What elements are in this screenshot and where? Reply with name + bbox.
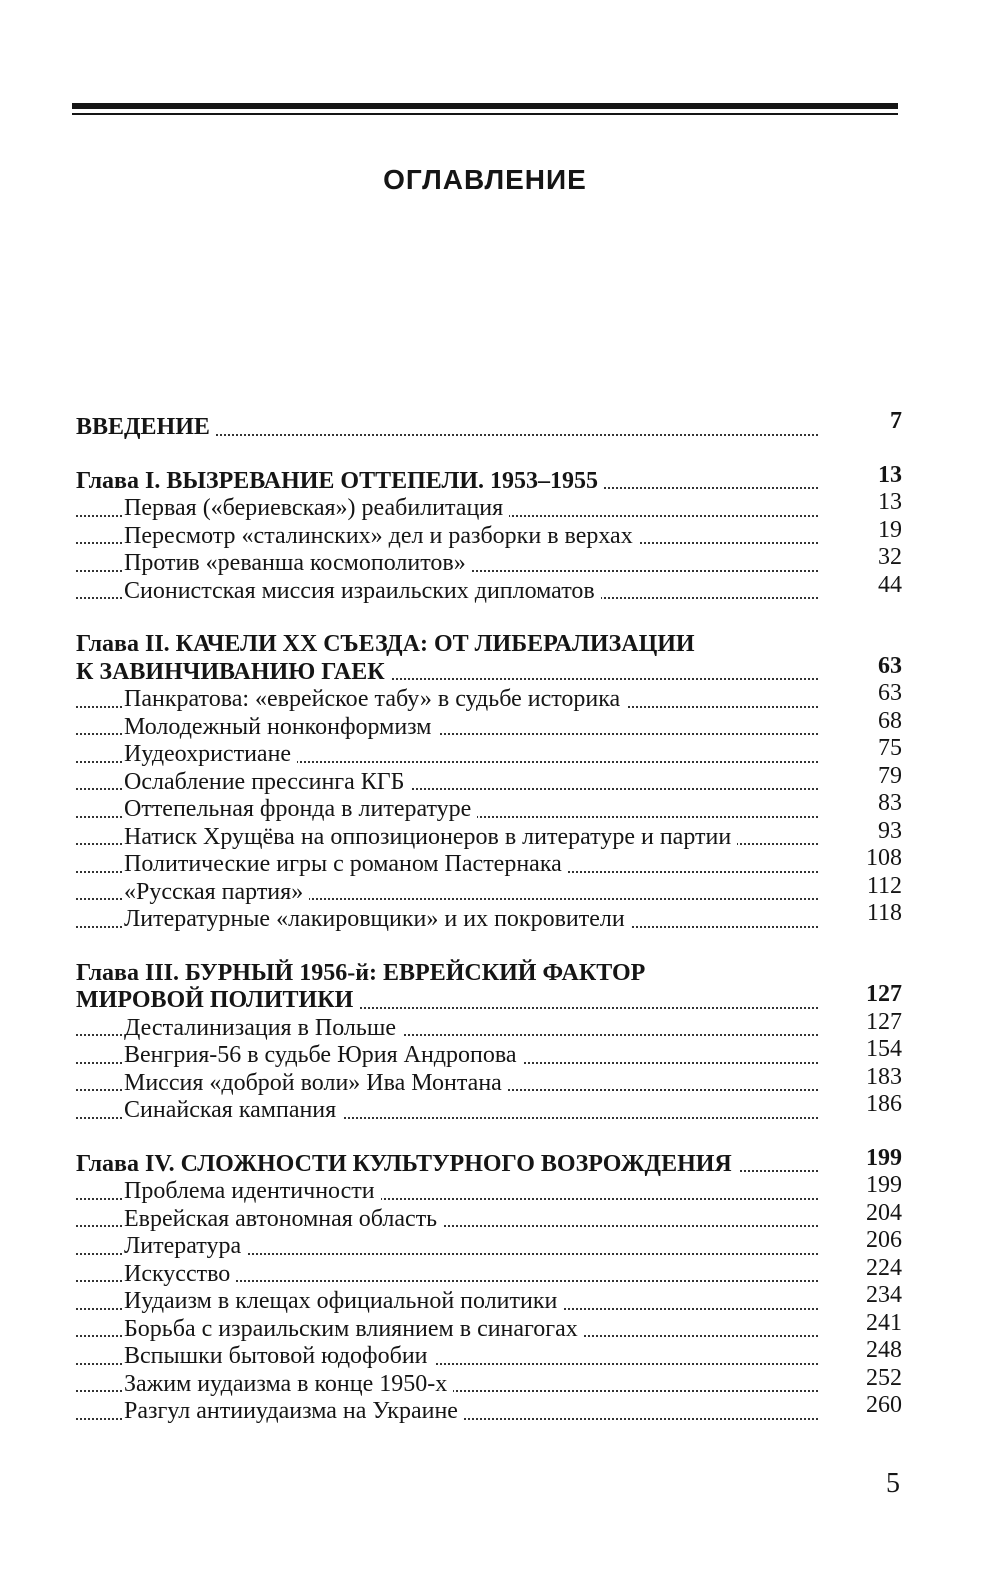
entry-page: 63 — [878, 652, 902, 679]
table-of-contents — [76, 408, 902, 1426]
entry-page: 112 — [866, 872, 902, 899]
top-rule-thin — [72, 113, 898, 115]
entry-title: Литературные «лакировщики» и их покровители — [124, 906, 631, 934]
entry-title: Борьба с израильским влиянием в синагогах — [124, 1316, 584, 1344]
toc-entry-section — [76, 1254, 902, 1289]
entry-title: Иудеохристиане — [124, 741, 297, 769]
entry-title: Проблема идентичности — [124, 1178, 381, 1206]
toc-entry-chapter-2 — [76, 652, 902, 687]
toc-entry-section — [76, 1392, 902, 1426]
toc-entry-chapter-3 — [76, 981, 902, 1015]
entry-title: Еврейская автономная область — [124, 1206, 443, 1234]
entry-page: 234 — [866, 1282, 902, 1308]
toc-entry-section — [76, 790, 902, 824]
entry-page: 127 — [866, 1008, 902, 1035]
entry-title: Пересмотр «сталинских» дел и разборки в верхах — [124, 523, 639, 551]
entry-page: 75 — [878, 735, 902, 761]
toc-entry-introduction — [76, 408, 902, 442]
entry-title: Политические игры с романом Пастернака — [124, 851, 568, 879]
toc-entry-section — [76, 544, 902, 578]
entry-title: Ослабление прессинга КГБ — [124, 769, 410, 797]
entry-page: 63 — [878, 680, 902, 706]
entry-title: Натиск Хрущёва на оппозиционеров в литературе и партии — [124, 824, 737, 852]
entry-page: 199 — [866, 1172, 902, 1198]
entry-page: 68 — [878, 707, 902, 734]
entry-page: 108 — [866, 845, 902, 871]
entry-title: Венгрия-56 в судьбе Юрия Андропова — [124, 1042, 523, 1070]
entry-title: Разгул антииудаизма на Украине — [124, 1398, 464, 1426]
toc-entry-section — [76, 1282, 902, 1316]
entry-title: Панкратова: «еврейское табу» в судьбе историка — [124, 686, 626, 714]
entry-page: 204 — [866, 1199, 902, 1226]
entry-title: «Русская партия» — [124, 879, 309, 907]
toc-entry-section — [76, 900, 902, 934]
entry-page: 224 — [866, 1254, 902, 1281]
toc-entry-section — [76, 489, 902, 523]
entry-title: ВВЕДЕНИЕ — [76, 414, 216, 442]
toc-entry-section — [76, 680, 902, 714]
entry-title: Синайская кампания — [124, 1097, 342, 1125]
toc-entry-chapter-4 — [76, 1144, 902, 1179]
entry-title: Против «реванша космополитов» — [124, 550, 472, 578]
entry-page: 19 — [878, 516, 902, 543]
toc-entry-section — [76, 1008, 902, 1043]
page-number: 5 — [886, 1468, 900, 1499]
entry-title: Первая («бериевская») реабилитация — [124, 495, 509, 523]
toc-entry-section — [76, 872, 902, 907]
entry-page: 260 — [866, 1392, 902, 1418]
entry-title: Глава I. ВЫЗРЕВАНИЕ ОТТЕПЕЛИ. 1953–1955 — [76, 468, 604, 496]
page-title: ОГЛАВЛЕНИЕ — [383, 164, 587, 195]
toc-entry-section — [76, 845, 902, 879]
entry-page: 13 — [878, 461, 902, 488]
entry-title: Миссия «доброй воли» Ива Монтана — [124, 1070, 508, 1098]
entry-page: 44 — [878, 571, 902, 598]
entry-page: 186 — [866, 1091, 902, 1117]
entry-title: Иудаизм в клещах официальной политики — [124, 1288, 563, 1316]
toc-entry-section — [76, 1036, 902, 1070]
toc-entry-section — [76, 1199, 902, 1234]
toc-entry-section — [76, 571, 902, 606]
toc-entry-section — [76, 1091, 902, 1125]
toc-entry-section — [76, 1063, 902, 1098]
toc-chapter-3-heading: Глава III. БУРНЫЙ 1956-й: ЕВРЕЙСКИЙ ФАКТОР — [76, 959, 646, 986]
entry-page: 127 — [866, 981, 902, 1007]
entry-title: К ЗАВИНЧИВАНИЮ ГАЕК — [76, 659, 391, 687]
toc-entry-section — [76, 707, 902, 742]
entry-title: Зажим иудаизма в конце 1950-х — [124, 1371, 453, 1399]
entry-title: Глава IV. СЛОЖНОСТИ КУЛЬТУРНОГО ВОЗРОЖДЕНИЯ — [76, 1151, 738, 1179]
entry-title: Вспышки бытовой юдофобии — [124, 1343, 434, 1371]
entry-page: 118 — [866, 900, 902, 926]
toc-entry-section — [76, 735, 902, 769]
toc-entry-section — [76, 1172, 902, 1206]
entry-page: 183 — [866, 1063, 902, 1090]
entry-title: МИРОВОЙ ПОЛИТИКИ — [76, 987, 359, 1015]
entry-page: 154 — [866, 1036, 902, 1062]
entry-page: 7 — [890, 408, 902, 434]
toc-entry-section — [76, 516, 902, 551]
toc-entry-section — [76, 1227, 902, 1261]
entry-title: Молодежный нонконформизм — [124, 714, 438, 742]
entry-page: 32 — [878, 544, 902, 570]
toc-entry-section — [76, 1364, 902, 1399]
toc-chapter-2-heading: Глава II. КАЧЕЛИ XX СЪЕЗДА: ОТ ЛИБЕРАЛИЗАЦИИ — [76, 631, 695, 657]
entry-title: Литература — [124, 1233, 247, 1261]
toc-entry-section — [76, 817, 902, 852]
entry-page: 248 — [866, 1337, 902, 1363]
entry-page: 252 — [866, 1364, 902, 1391]
top-rule-thick — [72, 103, 898, 109]
entry-page: 13 — [878, 489, 902, 515]
entry-page: 93 — [878, 817, 902, 844]
toc-entry-section — [76, 1309, 902, 1344]
toc-entry-chapter-1 — [76, 461, 902, 496]
entry-page: 79 — [878, 762, 902, 789]
toc-entry-section — [76, 1337, 902, 1371]
entry-title: Сионистская миссия израильских дипломатов — [124, 578, 601, 606]
entry-page: 83 — [878, 790, 902, 816]
entry-title: Оттепельная фронда в литературе — [124, 796, 477, 824]
entry-page: 206 — [866, 1227, 902, 1253]
toc-entry-section — [76, 762, 902, 797]
entry-page: 199 — [866, 1144, 902, 1171]
entry-title: Десталинизация в Польше — [124, 1015, 402, 1043]
entry-title: Искусство — [124, 1261, 236, 1289]
entry-page: 241 — [866, 1309, 902, 1336]
